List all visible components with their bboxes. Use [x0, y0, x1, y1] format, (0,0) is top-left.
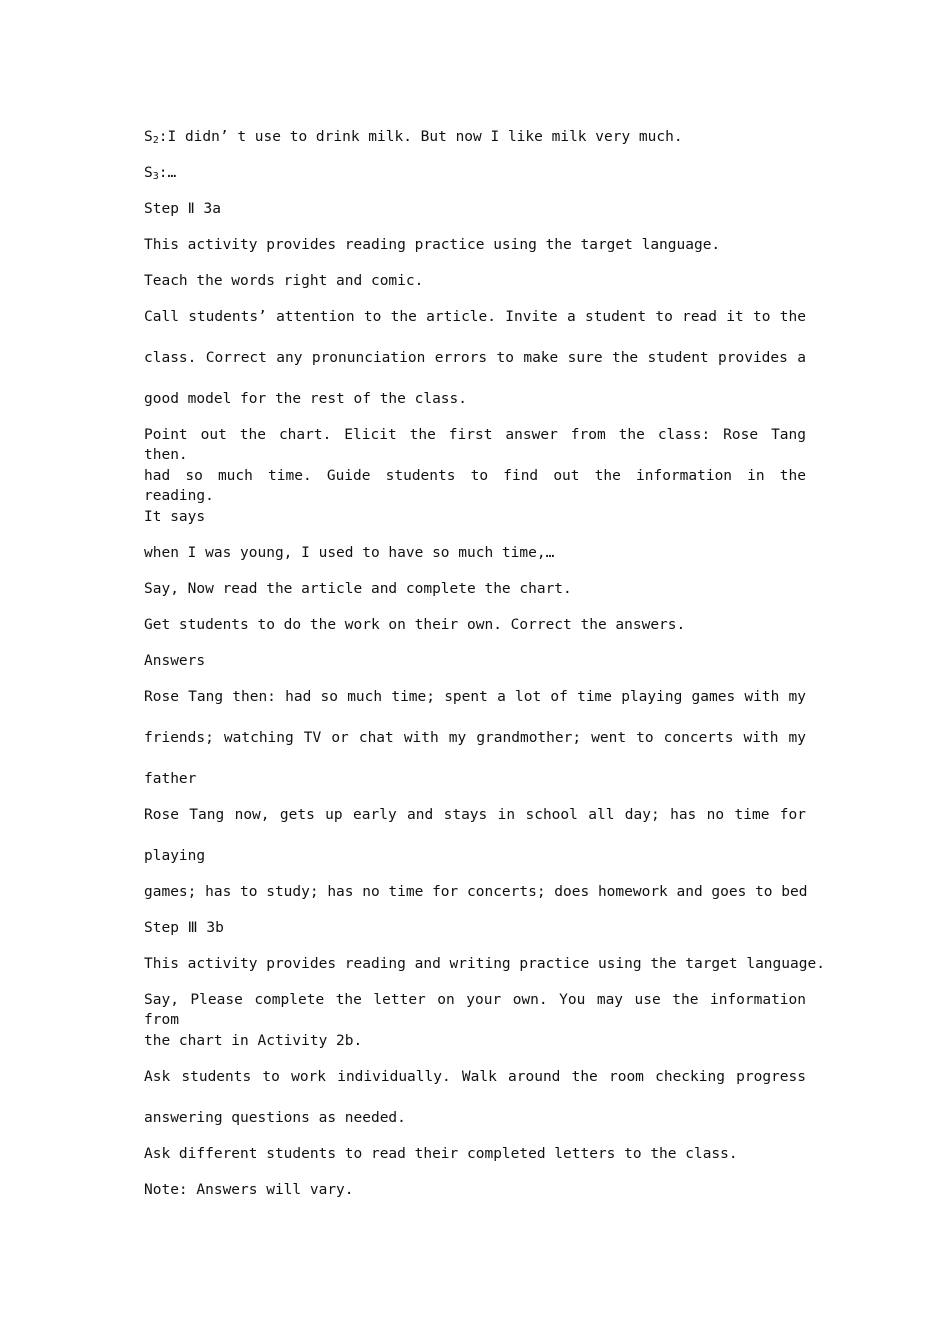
- paragraph-line: when I was young, I used to have so much time,…: [144, 545, 555, 561]
- paragraph-line: Say, Please complete the letter on your own. You may use the information from: [144, 992, 806, 1028]
- paragraph-line: Ask students to work individually. Walk around the room checking progress: [144, 1069, 806, 1085]
- dialogue-line-s3: [144, 163, 806, 183]
- paragraph-line: It says: [144, 509, 206, 525]
- paragraph-line: good model for the rest of the class.: [144, 391, 468, 407]
- paragraph-line: games; has to study; has no time for concerts; does homework and goes to bed: [144, 884, 808, 900]
- paragraph-line: Rose Tang now, gets up early and stays in school all day; has no time for: [144, 807, 806, 823]
- paragraph-line: class. Correct any pronunciation errors to make sure the student provides a: [144, 350, 806, 366]
- step-heading-2: Step Ⅱ 3a: [144, 201, 221, 217]
- paragraph-line: friends; watching TV or chat with my grandmother; went to concerts with my: [144, 730, 806, 746]
- paragraph-line: Say, Now read the article and complete the chart.: [144, 581, 572, 597]
- paragraph-line: Get students to do the work on their own. Correct the answers.: [144, 617, 686, 633]
- paragraph-line: Point out the chart. Elicit the first answer from the class: Rose Tang then.: [144, 427, 806, 463]
- paragraph-line: the chart in Activity 2b.: [144, 1033, 363, 1049]
- speaker-number: 3: [152, 171, 159, 182]
- paragraph-line: Rose Tang then: had so much time; spent a lot of time playing games with my: [144, 689, 806, 705]
- step-heading-3: Step Ⅲ 3b: [144, 920, 224, 936]
- line-text: :I didn’ t use to drink milk. But now I like milk very much.: [158, 129, 683, 145]
- line-text: :…: [158, 165, 177, 181]
- speaker-label: S: [144, 165, 153, 181]
- paragraph-line: Note: Answers will vary.: [144, 1182, 354, 1198]
- paragraph-line: Teach the words right and comic.: [144, 273, 424, 289]
- answers-heading: Answers: [144, 653, 206, 669]
- paragraph-line: Ask different students to read their completed letters to the class.: [144, 1146, 738, 1162]
- paragraph-line: answering questions as needed.: [144, 1110, 406, 1126]
- paragraph-line: This activity provides reading practice using the target language.: [144, 237, 721, 253]
- paragraph-line: father: [144, 771, 197, 787]
- speaker-label: S: [144, 129, 153, 145]
- speaker-number: 2: [152, 135, 159, 146]
- paragraph-line: playing: [144, 848, 206, 864]
- paragraph-line: Call students’ attention to the article. Invite a student to read it to the: [144, 309, 806, 325]
- paragraph-line: This activity provides reading and writing practice using the target language.: [144, 956, 825, 972]
- paragraph-line: had so much time. Guide students to find out the information in the reading.: [144, 468, 806, 504]
- dialogue-line-s2: [144, 127, 806, 147]
